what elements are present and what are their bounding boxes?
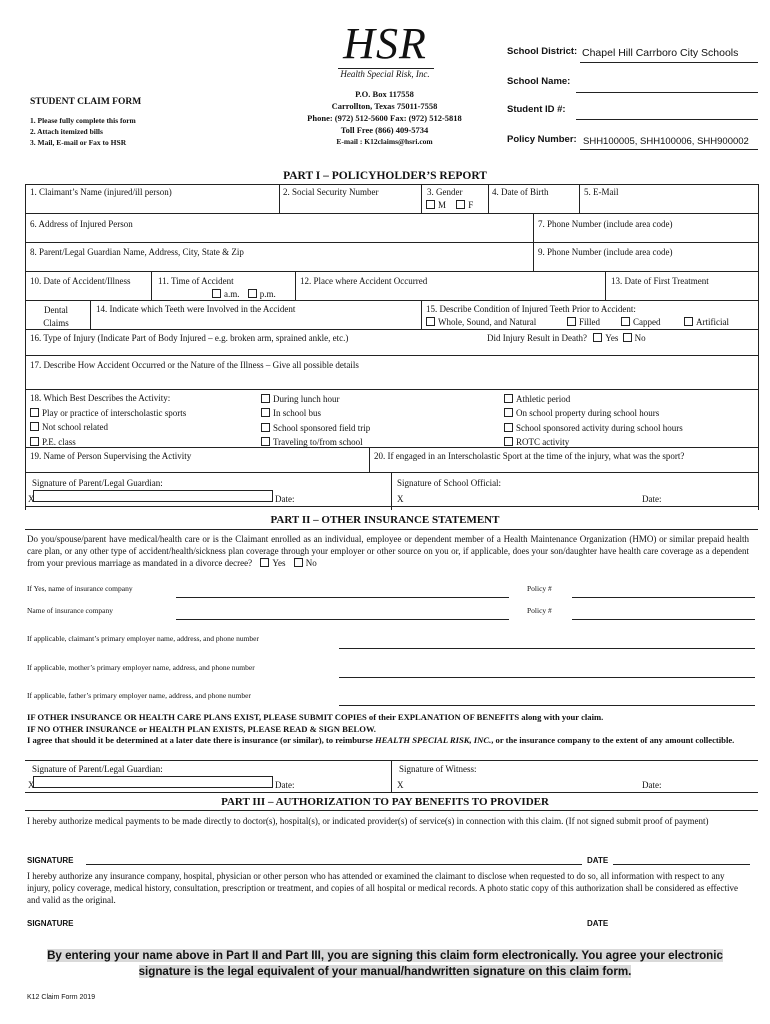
activity-checkbox[interactable] [261, 437, 270, 446]
notice-line-2: IF NO OTHER INSURANCE or HEALTH PLAN EXISTS, PLEASE READ & SIGN BELOW. [27, 723, 376, 734]
school-district-label: School District: [507, 46, 578, 57]
capped-checkbox[interactable] [621, 317, 630, 326]
other-ins-no-checkbox[interactable] [294, 558, 303, 567]
activity-option-label: School sponsored field trip [273, 422, 371, 433]
activity-option-label: P.E. class [42, 436, 76, 447]
student-id-field[interactable] [578, 102, 758, 118]
other-insurance-paragraph [27, 533, 749, 569]
describe-label: 17. Describe How Accident Occurred or the Nature of the Illness – Give all possible details [30, 360, 359, 370]
footer-form-id: K12 Claim Form 2019 [27, 994, 96, 1001]
hsr-logo [330, 19, 440, 82]
ins-company2-label: Name of insurance company [27, 606, 114, 615]
artificial-label: Artificial [696, 317, 729, 327]
activity-checkbox[interactable] [30, 437, 39, 446]
teeth-label: 14. Indicate which Teeth were Involved in the Accident [96, 304, 296, 314]
sig-official-date-label: Date: [642, 494, 662, 504]
address-label: 6. Address of Injured Person [30, 219, 133, 229]
notice-line-3 [27, 735, 757, 747]
signature2-label: SIGNATURE [27, 919, 74, 928]
signature2-field[interactable] [86, 912, 582, 926]
activity-checkbox[interactable] [30, 422, 39, 431]
activity-option-label: On school property during school hours [516, 408, 660, 419]
address-email: E-mail : K12claims@hsri.com [336, 137, 433, 146]
gender-f-label: F [468, 200, 474, 210]
guardian-label: 8. Parent/Legal Guardian Name, Address, City, State & Zip [30, 247, 244, 257]
sig2-parent-label: Signature of Parent/Legal Guardian: [32, 764, 163, 774]
date1-label: DATE [587, 856, 609, 865]
gender-m-checkbox[interactable] [426, 200, 435, 209]
activity-option [504, 406, 683, 420]
activity-option [504, 421, 683, 435]
dental-claims-label [30, 304, 82, 330]
artificial-option [684, 317, 729, 327]
activity-option [30, 406, 186, 420]
filled-option [567, 317, 600, 327]
sig-parent-label: Signature of Parent/Legal Guardian: [32, 478, 163, 488]
sig-parent-field[interactable] [33, 490, 273, 502]
death-question-text: Did Injury Result in Death? [487, 333, 587, 343]
place-label: 12. Place where Accident Occurred [300, 276, 428, 286]
ins-company-label: If Yes, name of insurance company [27, 584, 133, 593]
activity-checkbox[interactable] [261, 408, 270, 417]
other-insurance-text: Do you/spouse/parent have medical/health care or is the Claimant enrolled as an individual, employee or dependent member of a Health Maintenance Organization (HMO) or similar prepaid health care plan, or any other type of accident/health/sickness plan coverage through your employer or other source on you or, if applicable, does your son/daughter have health care coverage as a dependent from your previous marriage as mandated in a divorce decree? [27, 534, 749, 568]
esign-notice [40, 948, 730, 980]
employer-mother-label: If applicable, mother’s primary employer name, address, and phone number [27, 663, 255, 672]
activity-option-label: In school bus [273, 408, 321, 419]
whole-checkbox[interactable] [426, 317, 435, 326]
sport-label: 20. If engaged in an Interscholastic Sport at the time of the injury, what was the sport? [374, 451, 685, 461]
gender-m-label: M [438, 200, 447, 210]
accident-date-label: 10. Date of Accident/Illness [30, 276, 131, 286]
activity-col1 [30, 406, 186, 449]
address-pobox: P.O. Box 117558 [355, 89, 414, 99]
insurance-notice [27, 712, 757, 747]
am-checkbox[interactable] [212, 289, 221, 298]
activity-option [261, 392, 370, 406]
gender-label: 3. Gender [427, 187, 463, 197]
injury-type-label: 16. Type of Injury (Indicate Part of Body Injured – e.g. broken arm, sprained ankle, etc.) [30, 333, 349, 343]
capped-option [621, 317, 661, 327]
activity-option [261, 421, 370, 435]
policy-label-2: Policy # [527, 606, 552, 615]
dob-label: 4. Date of Birth [492, 187, 549, 197]
email-label: 5. E-Mail [584, 187, 619, 197]
filled-label: Filled [579, 317, 601, 327]
notice-3a: I agree that should it be determined at a later date there is insurance (or similar), to reimburse [27, 735, 375, 745]
pm-checkbox[interactable] [248, 289, 257, 298]
activity-option-label: Athletic period [516, 394, 571, 404]
whole-label: Whole, Sound, and Natural [438, 317, 537, 327]
sig-witness-x: X [397, 780, 404, 790]
school-name-label: School Name: [507, 76, 571, 87]
filled-checkbox[interactable] [567, 317, 576, 326]
other-ins-yes-checkbox[interactable] [260, 558, 269, 567]
teeth-condition-label: 15. Describe Condition of Injured Teeth Prior to Accident: [426, 304, 636, 314]
activity-col3 [504, 392, 683, 449]
activity-option-label: ROTC activity [516, 436, 570, 447]
activity-checkbox[interactable] [504, 394, 513, 403]
part1-title: PART I – POLICYHOLDER’S REPORT [283, 170, 487, 182]
capped-label: Capped [633, 317, 661, 327]
sig-parent-x: X [28, 494, 35, 504]
activity-col2 [261, 392, 370, 449]
activity-checkbox[interactable] [504, 437, 513, 446]
artificial-checkbox[interactable] [684, 317, 693, 326]
claimant-name-label: 1. Claimant’s Name (injured/ill person) [30, 187, 172, 197]
activity-checkbox[interactable] [30, 408, 39, 417]
part3-title: PART III – AUTHORIZATION TO PAY BENEFITS TO PROVIDER [221, 796, 549, 808]
instruction-3: 3. Mail, E-mail or Fax to HSR [30, 138, 127, 147]
activity-label: 18. Which Best Describes the Activity: [30, 393, 171, 403]
notice-3c: , or the insurance company to the extent of any amount collectible. [491, 735, 735, 745]
address-phone: Phone: (972) 512-5600 Fax: (972) 512-5818 [307, 113, 462, 123]
claims-label: Claims [43, 318, 69, 328]
auth-pay-paragraph: I hereby authorize medical payments to be made directly to doctor(s), hospital(s), or indicated provider(s) of service(s) in connection with this claim. (If not signed submit proof of payment) [27, 816, 709, 826]
pm-label: p.m. [259, 289, 276, 299]
guardian-phone-label: 9. Phone Number (include area code) [538, 247, 673, 257]
employer-claimant-label: If applicable, claimant’s primary employer name, address, and phone number [27, 634, 260, 643]
death-no-label: No [634, 333, 646, 343]
sig-official-x: X [397, 494, 404, 504]
signature1-label: SIGNATURE [27, 856, 74, 865]
notice-3b: HEALTH SPECIAL RISK, INC. [374, 735, 492, 745]
student-id-label: Student ID #: [507, 104, 566, 115]
sig2-parent-field[interactable] [33, 776, 273, 788]
instructions [30, 115, 136, 148]
part2-title: PART II – OTHER INSURANCE STATEMENT [270, 514, 500, 526]
date2-label: DATE [587, 919, 609, 928]
time-options [212, 289, 276, 299]
logo-tagline: Health Special Risk, Inc. [340, 69, 430, 79]
am-label: a.m. [224, 289, 240, 299]
notice-line-1: IF OTHER INSURANCE OR HEALTH CARE PLANS EXIST, PLEASE SUBMIT COPIES of their EXPLANATION OF BENEFITS along with your claim. [27, 712, 604, 722]
activity-option-label: Not school related [42, 422, 108, 433]
logo-wordmark: HSR [343, 19, 427, 68]
sig-official-label: Signature of School Official: [397, 478, 502, 488]
policy-number-label: Policy Number: [507, 134, 577, 145]
activity-option [504, 392, 683, 406]
teeth-condition-options [426, 317, 536, 327]
esign-notice-text: By entering your name above in Part II and Part III, you are signing this claim form electronically. You agree your electronic signature is the legal equivalent of your manual/handwritten signature on this claim form. [47, 949, 723, 978]
hsr-address [262, 88, 507, 148]
instruction-2: 2. Attach itemized bills [30, 127, 103, 136]
activity-option [30, 420, 186, 434]
dental-label: Dental [44, 305, 68, 315]
address-city: Carrollton, Texas 75011-7558 [331, 101, 438, 111]
ssn-label: 2. Social Security Number [283, 187, 379, 197]
activity-option-label: Traveling to/from school [273, 436, 363, 447]
policy-label-1: Policy # [527, 584, 552, 593]
activity-checkbox[interactable] [504, 408, 513, 417]
school-district-field[interactable]: Chapel Hill Carrboro City Schools [582, 47, 739, 59]
sig2-parent-x: X [28, 780, 35, 790]
activity-option-label: School sponsored activity during school hours [516, 422, 683, 433]
activity-option [261, 406, 370, 420]
instruction-1: 1. Please fully complete this form [30, 116, 136, 125]
signature1-field[interactable] [86, 850, 582, 864]
school-name-field[interactable] [578, 74, 758, 90]
employer-father-label: If applicable, father’s primary employer name, address, and phone number [27, 691, 251, 700]
sig-parent-date-label: Date: [275, 494, 295, 504]
gender-f-checkbox[interactable] [456, 200, 465, 209]
sig-witness-label: Signature of Witness: [399, 764, 477, 774]
activity-checkbox[interactable] [504, 423, 513, 432]
phone-label: 7. Phone Number (include area code) [538, 219, 673, 229]
death-yes-checkbox[interactable] [593, 333, 602, 342]
death-question [487, 333, 646, 343]
first-treatment-label: 13. Date of First Treatment [611, 276, 709, 286]
activity-checkbox[interactable] [261, 423, 270, 432]
activity-option-label: Play or practice of interscholastic sports [42, 408, 187, 418]
death-no-checkbox[interactable] [623, 333, 632, 342]
activity-checkbox[interactable] [261, 394, 270, 403]
policy-number-field[interactable]: SHH100005, SHH100006, SHH900002 [583, 136, 749, 147]
accident-time-label: 11. Time of Accident [158, 276, 234, 286]
gender-options [426, 200, 473, 210]
activity-option-label: During lunch hour [273, 394, 340, 404]
auth-release-paragraph: I hereby authorize any insurance company, hospital, physician or other person who has attended or examined the claimant to disclose when requested to do so, all information with respect to any injury, policy coverage, medical history, consultation, prescription or treatment, and copies of all hospital or medical records. A photo static copy of this authorization shall be considered as effective and valid as the original. [27, 871, 738, 905]
form-title: STUDENT CLAIM FORM [30, 97, 142, 107]
sig-witness-date-label: Date: [642, 780, 662, 790]
supervisor-label: 19. Name of Person Supervising the Activity [30, 451, 192, 461]
other-ins-yes-label: Yes [272, 558, 286, 568]
sig2-parent-date-label: Date: [275, 780, 295, 790]
other-ins-no-label: No [305, 558, 317, 568]
address-tollfree: Toll Free (866) 409-5734 [340, 125, 429, 135]
death-yes-label: Yes [605, 333, 619, 343]
